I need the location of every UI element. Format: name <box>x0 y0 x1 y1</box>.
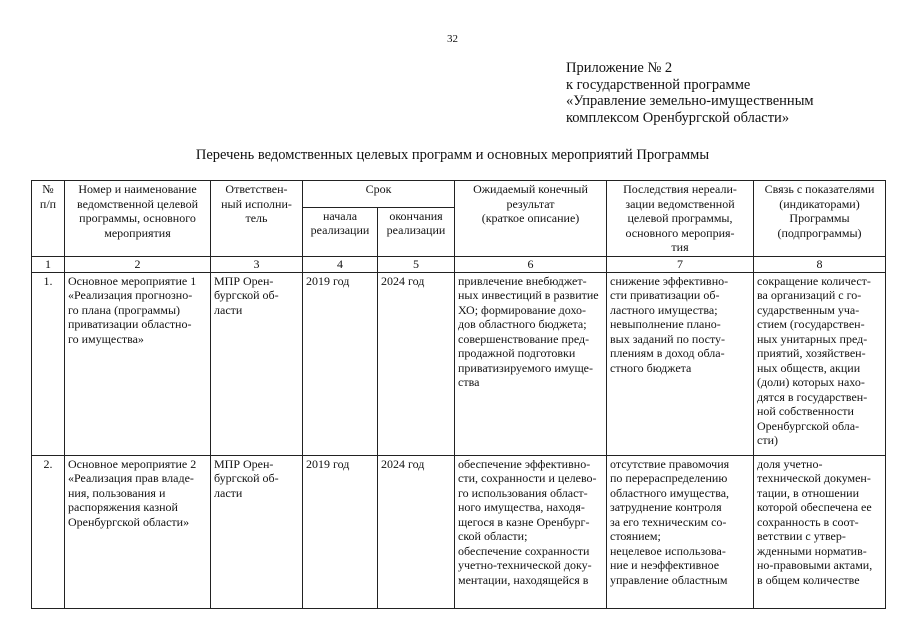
row-link: сокращение количест- ва организаций с го- сударственным уча- стием (государствен- ных унитарных пред- приятий, хозяйствен- ных обществ, акции (доли) которых нахо- дятся в государствен- ной собственности Оренбургской обла- сти) <box>754 272 886 455</box>
column-number: 2 <box>65 256 211 272</box>
table-row <box>32 455 886 608</box>
row-num: 1. <box>32 272 65 455</box>
document-title: Перечень ведомственных целевых программ и основных мероприятий Программы <box>195 147 710 163</box>
header-start: начала реализации <box>303 207 378 256</box>
header-consequences: Последствия нереали- зации ведомственной целевой программы, основного мероприя- тия <box>607 181 754 257</box>
row-start: 2019 год <box>303 455 378 608</box>
row-end: 2024 год <box>378 455 455 608</box>
appendix-line-4: комплексом Оренбургской области» <box>566 109 790 126</box>
header-row-1 <box>32 181 886 208</box>
row-result: привлечение внебюджет- ных инвестиций в развитие ХО; формирование дохо- дов областного бюджета; совершенствование пред- продажной подготовки приватизируемого имуще- ства <box>455 272 607 455</box>
row-end: 2024 год <box>378 272 455 455</box>
page-number: 32 <box>447 33 458 45</box>
row-consequences: отсутствие правомочия по перераспределению областного имущества, затруднение контроля за его техническим со- стоянием; нецелевое использова- ние и неэффективное управление областным <box>607 455 754 608</box>
row-responsible: МПР Орен- бургской об- ласти <box>211 455 303 608</box>
column-number: 8 <box>754 256 886 272</box>
row-link: доля учетно- технической докумен- тации, в отношении которой обеспечена ее сохранность в соот- ветствии с утвер- жденными норматив- но-правовыми актами, в общем количестве <box>754 455 886 608</box>
appendix-line-3: «Управление земельно-имущественным <box>566 93 814 109</box>
header-name: Номер и наименование ведомственной целевой программы, основного мероприятия <box>65 181 211 257</box>
row-responsible: МПР Орен- бургской об- ласти <box>211 272 303 455</box>
row-result: обеспечение эффективно- сти, сохранности и целево- го использования област- ного имущества, находя- щегося в казне Оренбург- ской области; обеспечение сохранности учетно-технической доку- ментации, находящейся в <box>455 455 607 608</box>
appendix-line-2: к государственной программе <box>566 76 751 93</box>
row-num: 2. <box>32 455 65 608</box>
header-num: № п/п <box>32 181 65 257</box>
header-term: Срок <box>303 181 455 208</box>
appendix-line-1: Приложение № 2 <box>566 60 673 76</box>
programs-table <box>31 180 886 609</box>
row-start: 2019 год <box>303 272 378 455</box>
header-end: окончания реализации <box>378 207 455 256</box>
row-consequences: снижение эффективно- сти приватизации об- ластного имущества; невыполнение плано- вых заданий по посту- плениям в доход обла- стного бюджета <box>607 272 754 455</box>
column-number: 1 <box>32 256 65 272</box>
appendix-note <box>566 60 896 126</box>
header-responsible: Ответствен- ный исполни- тель <box>211 181 303 257</box>
column-number: 6 <box>455 256 607 272</box>
column-number: 5 <box>378 256 455 272</box>
table-row <box>32 272 886 455</box>
header-result: Ожидаемый конечный результат (краткое описание) <box>455 181 607 257</box>
row-name: Основное мероприятие 2 «Реализация прав владе- ния, пользования и распоряжения казной Оренбургской области» <box>65 455 211 608</box>
column-number: 3 <box>211 256 303 272</box>
row-name: Основное мероприятие 1 «Реализация прогнозно- го плана (программы) приватизации областно- го имущества» <box>65 272 211 455</box>
column-numbers-row <box>32 256 886 272</box>
column-number: 7 <box>607 256 754 272</box>
column-number: 4 <box>303 256 378 272</box>
header-link: Связь с показателями (индикаторами) Программы (подпрограммы) <box>754 181 886 257</box>
